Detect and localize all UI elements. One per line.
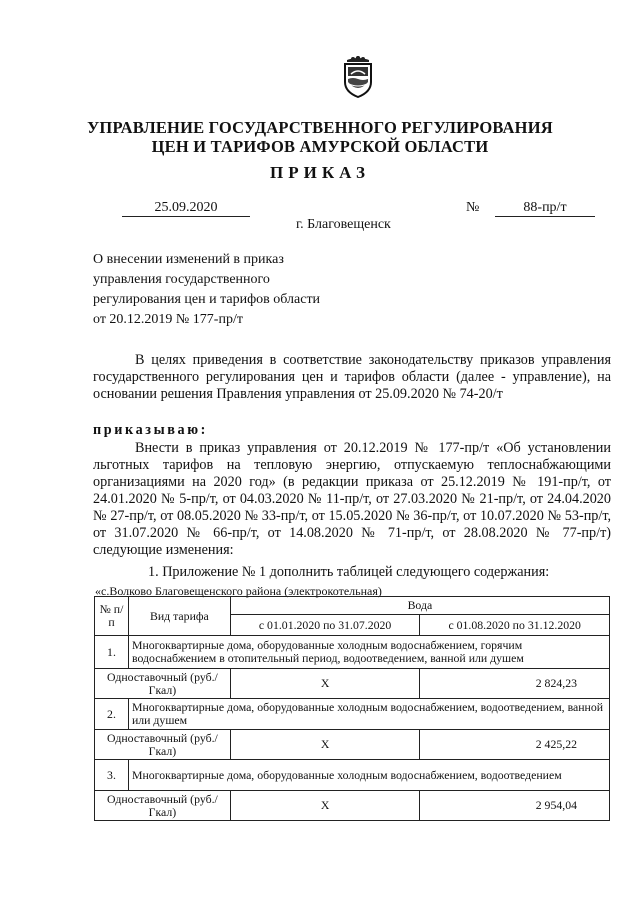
subject-line: управления государственного <box>93 272 270 287</box>
header-period2: с 01.08.2020 по 31.12.2020 <box>420 615 610 636</box>
table-row <box>95 636 610 669</box>
row-num: 2. <box>95 699 129 730</box>
row-desc: Многоквартирные дома, оборудованные холодным водоснабжением, водоотведением, ванной или душем <box>128 699 609 730</box>
table-row <box>95 791 610 821</box>
row-value1: X <box>230 791 420 821</box>
row-desc: Многоквартирные дома, оборудованные холодным водоснабжением, водоотведением <box>128 760 609 791</box>
row-value2: 2 954,04 <box>420 791 610 821</box>
city: г. Благовещенск <box>296 217 391 232</box>
subject-line: от 20.12.2019 № 177-пр/т <box>93 312 243 327</box>
row-value1: X <box>230 669 420 699</box>
coat-of-arms-icon <box>341 56 375 98</box>
header-kind: Вид тарифа <box>128 597 230 636</box>
preamble: В целях приведения в соответствие законодательству приказов управления государственного регулирования цен и тарифов области (далее - управление), на основании решения Правления управления от 25.09.2020 № 74-20/т <box>93 352 611 402</box>
row-tariff: Одноставочный (руб./Гкал) <box>95 669 231 699</box>
table-row <box>95 760 610 791</box>
table-row <box>95 669 610 699</box>
table-row <box>95 699 610 730</box>
subject-line: регулирования цен и тарифов области <box>93 292 321 307</box>
tariff-table <box>94 596 610 821</box>
order-number: 88-пр/т <box>495 199 595 217</box>
order-date: 25.09.2020 <box>122 199 250 217</box>
header-num: № п/п <box>95 597 129 636</box>
doc-type-title: ПРИКАЗ <box>270 163 370 182</box>
sub-item: 1. Приложение № 1 дополнить таблицей следующего содержания: <box>148 564 550 580</box>
row-tariff: Одноставочный (руб./Гкал) <box>95 730 231 760</box>
row-desc: Многоквартирные дома, оборудованные холодным водоснабжением, горячим водоснабжением в отопительный период, водоотведением, ванной или душем <box>128 636 609 669</box>
org-name-line1: УПРАВЛЕНИЕ ГОСУДАРСТВЕННОГО РЕГУЛИРОВАНИЯ <box>87 118 553 137</box>
row-tariff: Одноставочный (руб./Гкал) <box>95 791 231 821</box>
row-num: 1. <box>95 636 129 669</box>
table-row <box>95 730 610 760</box>
order-subject <box>93 250 353 330</box>
org-name-line2: ЦЕН И ТАРИФОВ АМУРСКОЙ ОБЛАСТИ <box>151 137 489 156</box>
item-intro: Внести в приказ управления от 20.12.2019 № 177-пр/т «Об установлении льготных тарифов на тепловую энергию, отпускаемую теплоснабжающими организациями на 2020 год» (в редакции приказа от 25.12.2019 № 191-пр/т, от 24.01.2020 № 5-пр/т, от 04.03.2020 № 11-пр/т, от 27.03.2020 № 21-пр/т, от 24.04.2020 № 27-пр/т, от 08.05.2020 № 33-пр/т, от 15.05.2020 № 36-пр/т, от 10.07.2020 № 53-пр/т, от 31.07.2020 № 66-пр/т, от 14.08.2020 № 71-пр/т, от 28.08.2020 № 77-пр/т) следующие изменения: <box>93 440 611 558</box>
header-water: Вода <box>230 597 609 615</box>
row-num: 3. <box>95 760 129 791</box>
number-sign: № <box>466 200 480 215</box>
header-period1: с 01.01.2020 по 31.07.2020 <box>230 615 420 636</box>
order-word: приказываю: <box>93 422 208 438</box>
row-value2: 2 425,22 <box>420 730 610 760</box>
subject-line: О внесении изменений в приказ <box>93 252 284 267</box>
row-value1: X <box>230 730 420 760</box>
row-value2: 2 824,23 <box>420 669 610 699</box>
table-caption: «с.Волково Благовещенского района (электрокотельная) <box>95 584 382 598</box>
